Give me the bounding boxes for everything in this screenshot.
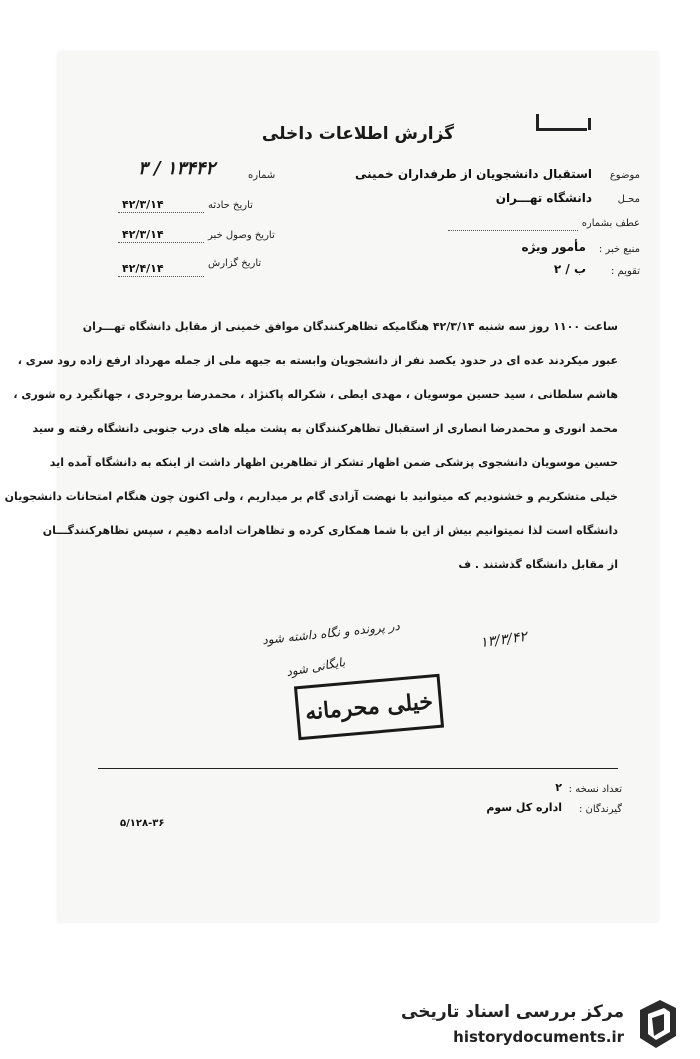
report-title: گزارش اطلاعات داخلی [261,124,455,144]
footer-org-name: مرکز بررسی اسناد تاریخی [401,1002,624,1022]
recipients-value: اداره کل سوم [486,801,562,814]
rating-value: ب / ۲ [553,262,586,276]
confidential-stamp: خیلی محرمانه [294,674,444,741]
footer-logo [401,996,690,1052]
location-label: محـل [617,194,640,205]
handwritten-initials: ۱۳/۳/۴۲ [479,628,528,652]
rating-label: تقویم : [611,266,640,277]
reference-dotline [448,230,578,231]
report-date-label: تاریخ گزارش [208,258,262,269]
body-line: ساعت ۱۱۰۰ روز سه شنبه ۴۲/۳/۱۴ هنگامیکه تظاهرکنندگان موافق خمینی از مقابل دانشگاه تهـــران [82,320,618,333]
body-line: حسین موسویان دانشجوی پزشکی ضمن اظهار تشکر از تظاهرین اظهار داشت از اینکه به دانشگاه آمده اید [49,456,618,469]
body-line: خیلی متشکریم و خشنودیم که میتوانید با نهضت آزادی گام بر میداریم ، ولی اکنون چون هنگام امتحانات دانشجویان [4,490,618,503]
document-code: ۵/۱۲۸-۳۶ [120,818,165,829]
body-line: از مقابل دانشگاه گذشتند . ف [458,558,618,571]
separator-line [98,768,618,769]
number-label: شماره [248,170,276,181]
incident-date-dotline [118,212,204,213]
subject-label: موضوع [609,170,640,181]
copies-label: تعداد نسخه : [568,784,622,795]
incident-date-value: ۴۲/۳/۱۴ [122,198,164,211]
report-date-value: ۴۲/۴/۱۴ [122,262,164,275]
subject-value: استقبال دانشجویان از طرفداران خمینی [355,167,592,181]
report-date-dotline [118,276,204,277]
body-line: محمد انوری و محمدرضا انصاری از استقبال تظاهرکنندگان به پشت میله های درب جنوبی دانشگاه رفته و سید [32,422,618,435]
receipt-date-value: ۴۲/۳/۱۴ [122,228,164,241]
source-value: مأمور ویژه [521,240,586,254]
receipt-date-dotline [118,242,204,243]
number-value: ۳ / ۱۳۴۴۲ [138,158,216,179]
document-logo-icon [630,996,686,1052]
reference-label: عطف بشماره [581,218,640,229]
body-line: هاشم سلطانی ، سید حسین موسویان ، مهدی ایطی ، شکراله پاکنژاد ، محمدرضا بروجردی ، جهانگیرد ره شوری ، [13,388,618,401]
recipients-label: گیرندگان : [578,804,622,815]
handwritten-note-2: بایگانی شود [285,654,347,680]
footer-site: historydocuments.ir [453,1028,624,1046]
incident-date-label: تاریخ حادثه [208,200,253,211]
receipt-date-label: تاریخ وصول خبر [208,230,275,241]
body-line: دانشگاه است لذا نمیتوانیم بیش از این با شما همکاری کرده و تظاهرات ادامه دهیم ، سپس تظاهرکنندگـــان [42,524,618,537]
body-line: عبور میکردند عده ای در حدود یکصد نفر از دانشجویان وابسته به جبهه ملی از جمله مهرداد ارفع زاده رود سری ، [17,354,618,367]
copies-value: ۲ [555,781,562,794]
document-page [4,52,658,922]
location-value: دانشگاه تهـــران [495,191,592,205]
source-label: منبع خبر : [598,244,640,255]
handwritten-note: در پرونده و نگاه داشته شود [261,618,401,648]
